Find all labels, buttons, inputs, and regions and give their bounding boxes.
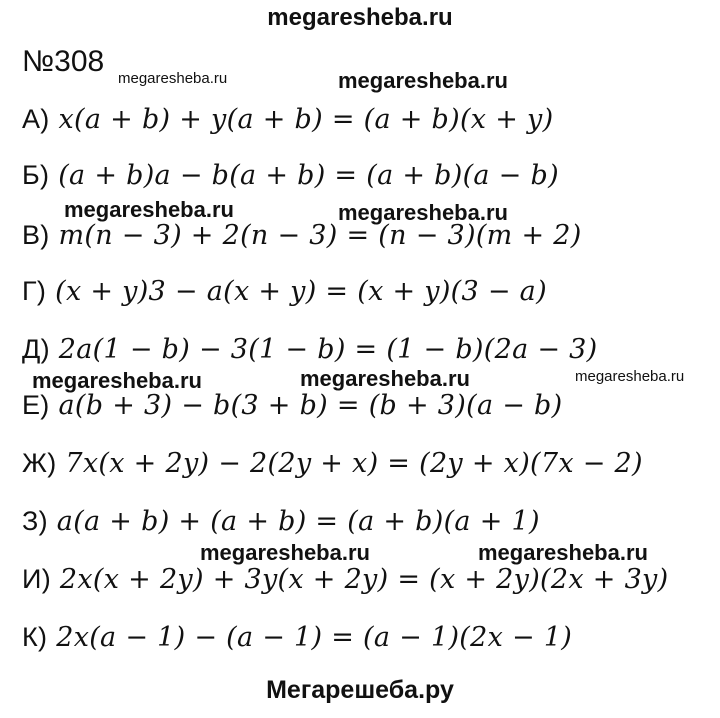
- equation-a: [22, 104, 553, 135]
- watermark: megaresheba.ru: [118, 70, 228, 87]
- equation-label: В): [22, 220, 50, 250]
- equation-d: [22, 334, 597, 365]
- equation-g: [22, 276, 547, 307]
- watermark: megaresheba.ru: [200, 540, 370, 565]
- task-number: №308: [22, 45, 105, 78]
- watermark: megaresheba.ru: [32, 368, 202, 393]
- watermark: megaresheba.ru: [338, 200, 508, 225]
- watermark: megaresheba.ru: [64, 197, 234, 222]
- equation-expression: 7x(x + 2y) − 2(2y + x) = (2y + x)(7x − 2): [65, 448, 643, 479]
- equation-label: А): [22, 104, 50, 134]
- equation-expression: 2a(1 − b) − 3(1 − b) = (1 − b)(2a − 3): [58, 334, 598, 365]
- watermark: megaresheba.ru: [575, 368, 685, 385]
- watermark: megaresheba.ru: [338, 68, 508, 93]
- watermark: megaresheba.ru: [478, 540, 648, 565]
- equation-label: Ж): [22, 448, 57, 478]
- equation-expression: (x + y)3 − a(x + y) = (x + y)(3 − a): [55, 276, 547, 307]
- watermark: megaresheba.ru: [300, 366, 470, 391]
- site-footer: Мегарешеба.ру: [266, 676, 454, 704]
- equation-expression: 2x(a − 1) − (a − 1) = (a − 1)(2x − 1): [56, 622, 573, 653]
- equation-expression: 2x(x + 2y) + 3y(x + 2y) = (x + 2y)(2x + 3y): [59, 564, 669, 595]
- equation-label: Б): [22, 160, 50, 190]
- equation-i: [22, 564, 668, 595]
- equation-label: Е): [22, 390, 50, 420]
- equation-expression: a(b + 3) − b(3 + b) = (b + 3)(a − b): [58, 390, 563, 421]
- equation-label: Г): [22, 276, 47, 306]
- equation-expression: m(n − 3) + 2(n − 3) = (n − 3)(m + 2): [58, 220, 582, 251]
- equation-z: [22, 506, 540, 537]
- equation-label: Д): [22, 334, 50, 364]
- equation-k: [22, 622, 572, 653]
- equation-label: З): [22, 506, 48, 536]
- equation-b: [22, 160, 559, 191]
- equation-v: [22, 220, 582, 251]
- equation-e: [22, 390, 562, 421]
- equation-zh: [22, 448, 643, 479]
- equation-label: К): [22, 622, 48, 652]
- equation-expression: x(a + b) + y(a + b) = (a + b)(x + y): [58, 104, 554, 135]
- equation-expression: a(a + b) + (a + b) = (a + b)(a + 1): [56, 506, 540, 537]
- site-header: megaresheba.ru: [267, 4, 453, 31]
- equation-expression: (a + b)a − b(a + b) = (a + b)(a − b): [58, 160, 559, 191]
- equation-label: И): [22, 564, 51, 594]
